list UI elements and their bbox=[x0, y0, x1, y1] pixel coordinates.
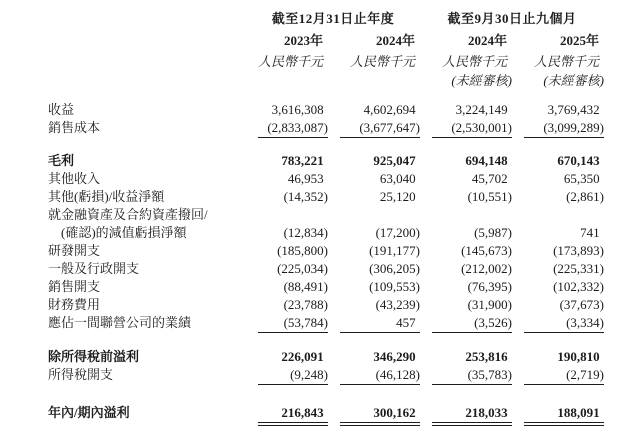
cell-value bbox=[432, 278, 512, 296]
label-column-spacer bbox=[48, 29, 246, 52]
unit-label: 人民幣千元 bbox=[349, 54, 415, 69]
cell bbox=[246, 242, 328, 260]
cell bbox=[420, 278, 512, 296]
unaudited-label: (未經審核) bbox=[543, 73, 604, 88]
table-row bbox=[48, 404, 604, 426]
cell-value bbox=[258, 170, 328, 188]
cell-value-text: (145,673) bbox=[461, 243, 512, 258]
cell-value bbox=[432, 188, 512, 206]
cell-value bbox=[432, 242, 512, 260]
cell bbox=[246, 260, 328, 278]
cell-value-text: (88,491) bbox=[283, 279, 328, 294]
cell-value bbox=[432, 314, 512, 333]
cell bbox=[420, 260, 512, 278]
cell-value bbox=[340, 101, 420, 119]
cell bbox=[512, 366, 604, 385]
cell bbox=[328, 296, 420, 314]
cell-value-text: 925,047 bbox=[373, 153, 416, 168]
cell-value bbox=[258, 314, 328, 333]
cell bbox=[512, 348, 604, 366]
cell bbox=[328, 101, 420, 119]
cell-value-text: (31,900) bbox=[467, 297, 512, 312]
cell-value bbox=[258, 296, 328, 314]
cell-value bbox=[524, 348, 604, 366]
cell-value bbox=[340, 314, 420, 333]
table-row bbox=[48, 366, 604, 385]
cell-value bbox=[432, 296, 512, 314]
cell bbox=[246, 404, 328, 426]
cell-value-text: (191,177) bbox=[369, 243, 420, 258]
table-row bbox=[48, 188, 604, 206]
table-row bbox=[48, 314, 604, 333]
cell bbox=[420, 348, 512, 366]
cell bbox=[512, 404, 604, 426]
unit-header-row bbox=[48, 52, 604, 71]
cell-value bbox=[340, 188, 420, 206]
label-column-spacer bbox=[48, 71, 246, 90]
cell bbox=[512, 242, 604, 260]
cell bbox=[420, 119, 512, 138]
cell-value bbox=[340, 119, 420, 138]
cell bbox=[512, 170, 604, 188]
cell-value bbox=[340, 404, 420, 426]
cell-value-text: (23,788) bbox=[283, 297, 328, 312]
row-label: 年內/期內溢利 bbox=[48, 405, 130, 420]
cell-value-text: 346,290 bbox=[373, 349, 416, 364]
cell-value bbox=[432, 348, 512, 366]
cell bbox=[512, 119, 604, 138]
cell-value bbox=[258, 278, 328, 296]
cell bbox=[328, 404, 420, 426]
cell bbox=[420, 206, 512, 224]
cell-value-text: 4,602,694 bbox=[363, 102, 416, 117]
cell bbox=[512, 188, 604, 206]
cell-value bbox=[432, 224, 512, 242]
row-label: (確認)的減值虧損淨額 bbox=[61, 225, 187, 240]
cell bbox=[246, 278, 328, 296]
label-column-spacer bbox=[48, 52, 246, 71]
cell-value bbox=[524, 152, 604, 170]
cell-value bbox=[340, 224, 420, 242]
cell-value bbox=[524, 296, 604, 314]
cell-value bbox=[524, 224, 604, 242]
empty-cell bbox=[246, 71, 328, 90]
row-label: 一般及行政開支 bbox=[48, 261, 140, 276]
cell bbox=[328, 206, 420, 224]
cell-value-text: 670,143 bbox=[557, 153, 600, 168]
row-label: 其他(虧損)/收益淨額 bbox=[48, 189, 165, 204]
cell-value-text: 3,224,149 bbox=[455, 102, 508, 117]
cell-value-text: (53,784) bbox=[283, 315, 328, 330]
table-body bbox=[48, 101, 604, 426]
row-label: 財務費用 bbox=[48, 297, 101, 312]
cell bbox=[246, 119, 328, 138]
cell bbox=[512, 314, 604, 333]
cell-value bbox=[432, 170, 512, 188]
cell-value-text: 253,816 bbox=[465, 349, 508, 364]
cell bbox=[246, 101, 328, 119]
cell-value-text: 63,040 bbox=[379, 171, 416, 186]
cell bbox=[328, 278, 420, 296]
cell bbox=[420, 296, 512, 314]
cell-value bbox=[258, 152, 328, 170]
year-header-2024-fy: 2024年 bbox=[375, 33, 415, 48]
unaudited-label: (未經審核) bbox=[451, 73, 512, 88]
cell bbox=[328, 314, 420, 333]
cell bbox=[246, 152, 328, 170]
cell-value-text: (14,352) bbox=[283, 189, 328, 204]
cell-value bbox=[432, 366, 512, 385]
cell-value bbox=[340, 170, 420, 188]
cell-value-text: (9,248) bbox=[290, 367, 328, 382]
cell bbox=[328, 366, 420, 385]
cell bbox=[512, 296, 604, 314]
cell-value-text: (3,526) bbox=[474, 315, 512, 330]
cell-value bbox=[258, 119, 328, 138]
table-row bbox=[48, 170, 604, 188]
table-row bbox=[48, 119, 604, 138]
cell bbox=[420, 242, 512, 260]
cell-value bbox=[524, 260, 604, 278]
cell-value-text: (173,893) bbox=[553, 243, 604, 258]
cell bbox=[246, 366, 328, 385]
row-label: 銷售成本 bbox=[48, 120, 101, 135]
cell bbox=[420, 152, 512, 170]
cell bbox=[328, 348, 420, 366]
cell-value-text: 25,120 bbox=[379, 189, 416, 204]
cell-value bbox=[258, 188, 328, 206]
table-row bbox=[48, 260, 604, 278]
cell-value-text: (3,677,647) bbox=[359, 120, 420, 135]
cell bbox=[246, 314, 328, 333]
table-row bbox=[48, 101, 604, 119]
cell-value-text: (10,551) bbox=[467, 189, 512, 204]
cell-value bbox=[524, 366, 604, 385]
period-group-title-nine-months: 截至9月30日止九個月 bbox=[447, 11, 577, 26]
cell-value bbox=[340, 296, 420, 314]
cell-value-text: 783,221 bbox=[281, 153, 324, 168]
cell-value-text: (12,834) bbox=[283, 225, 328, 240]
cell bbox=[420, 170, 512, 188]
cell bbox=[246, 188, 328, 206]
cell-value-text: (109,553) bbox=[369, 279, 420, 294]
cell-value bbox=[258, 260, 328, 278]
cell-value bbox=[432, 260, 512, 278]
cell-value bbox=[432, 152, 512, 170]
cell bbox=[328, 170, 420, 188]
cell bbox=[420, 224, 512, 242]
cell bbox=[512, 260, 604, 278]
cell bbox=[512, 152, 604, 170]
cell bbox=[420, 314, 512, 333]
cell-value bbox=[524, 314, 604, 333]
table-row bbox=[48, 224, 604, 242]
cell-value bbox=[340, 348, 420, 366]
cell bbox=[420, 404, 512, 426]
label-column-spacer bbox=[48, 9, 246, 29]
row-label: 研發開支 bbox=[48, 243, 101, 258]
cell-value-text: 457 bbox=[396, 315, 416, 330]
cell-value-text: 65,350 bbox=[563, 171, 600, 186]
unit-label: 人民幣千元 bbox=[441, 54, 507, 69]
cell-value-text: (5,987) bbox=[474, 225, 512, 240]
cell-value-text: (212,002) bbox=[461, 261, 512, 276]
cell-value bbox=[524, 242, 604, 260]
cell bbox=[246, 348, 328, 366]
cell bbox=[246, 170, 328, 188]
table-row bbox=[48, 348, 604, 366]
cell-value-text: 300,162 bbox=[373, 405, 416, 420]
cell-value-text: 3,769,432 bbox=[547, 102, 600, 117]
cell-value-text: (35,783) bbox=[467, 367, 512, 382]
cell-value-text: (225,331) bbox=[553, 261, 604, 276]
cell-value-text: (185,800) bbox=[277, 243, 328, 258]
year-header-2024-9m: 2024年 bbox=[467, 33, 507, 48]
cell-value bbox=[524, 170, 604, 188]
table-row bbox=[48, 242, 604, 260]
empty-cell bbox=[328, 71, 420, 90]
cell-value-text: (3,099,289) bbox=[543, 120, 604, 135]
cell-value bbox=[340, 242, 420, 260]
cell-value-text: (46,128) bbox=[375, 367, 420, 382]
row-label: 其他收入 bbox=[48, 171, 101, 186]
row-label: 除所得稅前溢利 bbox=[48, 349, 140, 364]
cell-value-text: 46,953 bbox=[287, 171, 324, 186]
cell bbox=[420, 366, 512, 385]
table-row bbox=[48, 278, 604, 296]
row-label: 毛利 bbox=[48, 153, 75, 168]
cell-value bbox=[432, 101, 512, 119]
period-group-title-annual: 截至12月31日止年度 bbox=[271, 11, 395, 26]
cell-value-text: (43,239) bbox=[375, 297, 420, 312]
cell bbox=[512, 206, 604, 224]
cell-value-text: (306,205) bbox=[369, 261, 420, 276]
cell bbox=[328, 119, 420, 138]
cell-value-text: (37,673) bbox=[559, 297, 604, 312]
cell-value-text: 45,702 bbox=[471, 171, 508, 186]
cell bbox=[328, 260, 420, 278]
unaudited-header-row bbox=[48, 71, 604, 90]
row-label: 所得稅開支 bbox=[48, 367, 114, 382]
cell-value-text: 741 bbox=[580, 225, 600, 240]
cell-value bbox=[340, 152, 420, 170]
year-header-2025-9m: 2025年 bbox=[559, 33, 599, 48]
cell-value bbox=[432, 404, 512, 426]
cell-value bbox=[340, 278, 420, 296]
cell-value-text: 694,148 bbox=[465, 153, 508, 168]
cell-value-text: 188,091 bbox=[557, 405, 600, 420]
cell-value-text: (2,530,001) bbox=[451, 120, 512, 135]
cell bbox=[328, 224, 420, 242]
cell-value bbox=[258, 348, 328, 366]
cell-value bbox=[524, 188, 604, 206]
table-row bbox=[48, 206, 604, 224]
cell-value-text: (76,395) bbox=[467, 279, 512, 294]
cell bbox=[512, 278, 604, 296]
cell bbox=[328, 188, 420, 206]
cell-value bbox=[524, 404, 604, 426]
cell bbox=[328, 152, 420, 170]
cell-value bbox=[258, 366, 328, 385]
cell-value bbox=[524, 101, 604, 119]
cell-value-text: 216,843 bbox=[281, 405, 324, 420]
cell-value bbox=[432, 119, 512, 138]
table-row bbox=[48, 152, 604, 170]
cell-value-text: (2,719) bbox=[566, 367, 604, 382]
row-label: 收益 bbox=[48, 102, 75, 117]
cell-value-text: (2,833,087) bbox=[267, 120, 328, 135]
cell bbox=[512, 224, 604, 242]
cell-value bbox=[258, 404, 328, 426]
cell-value-text: 3,616,308 bbox=[271, 102, 324, 117]
cell bbox=[246, 206, 328, 224]
cell-value-text: (225,034) bbox=[277, 261, 328, 276]
cell bbox=[420, 101, 512, 119]
year-header-2023: 2023年 bbox=[283, 33, 323, 48]
row-label: 應佔一間聯營公司的業績 bbox=[48, 315, 192, 330]
cell bbox=[328, 242, 420, 260]
cell-value bbox=[340, 366, 420, 385]
cell-value bbox=[340, 260, 420, 278]
cell-value-text: 190,810 bbox=[557, 349, 600, 364]
unit-label: 人民幣千元 bbox=[257, 54, 323, 69]
unit-label: 人民幣千元 bbox=[533, 54, 599, 69]
row-label: 就金融資產及合約資產撥回/ bbox=[48, 207, 208, 222]
cell-value-text: (2,861) bbox=[566, 189, 604, 204]
period-group-header-row bbox=[48, 9, 604, 29]
cell-value bbox=[258, 224, 328, 242]
cell bbox=[420, 188, 512, 206]
cell-value bbox=[258, 101, 328, 119]
cell-value-text: (3,334) bbox=[566, 315, 604, 330]
year-header-row bbox=[48, 29, 604, 52]
cell-value bbox=[524, 278, 604, 296]
cell-value bbox=[258, 242, 328, 260]
row-label: 銷售開支 bbox=[48, 279, 101, 294]
cell-value bbox=[524, 119, 604, 138]
cell-value-text: (17,200) bbox=[375, 225, 420, 240]
cell bbox=[246, 296, 328, 314]
cell bbox=[512, 101, 604, 119]
cell-value-text: 226,091 bbox=[281, 349, 324, 364]
cell bbox=[246, 224, 328, 242]
cell-value-text: (102,332) bbox=[553, 279, 604, 294]
cell-value-text: 218,033 bbox=[465, 405, 508, 420]
table-row bbox=[48, 296, 604, 314]
